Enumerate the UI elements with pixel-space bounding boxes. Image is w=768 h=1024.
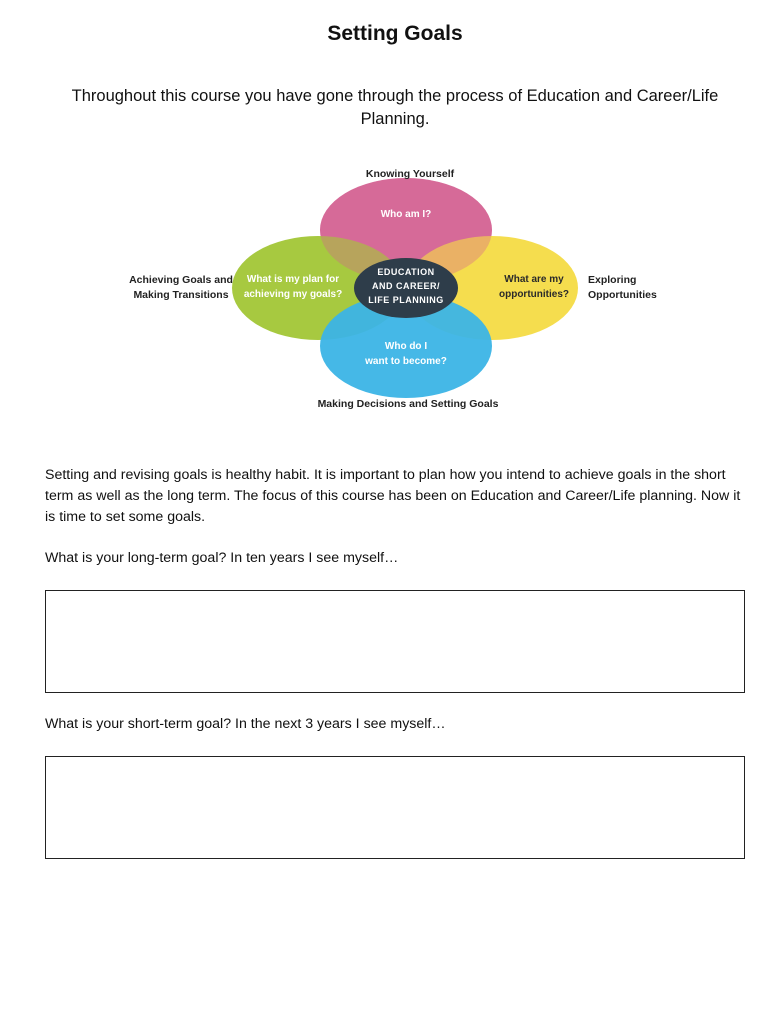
petal-right-text-1: What are my: [504, 274, 564, 285]
short-term-question: What is your short-term goal? In the next 3 years I see myself…: [45, 716, 446, 732]
long-term-question: What is your long-term goal? In ten years I see myself…: [45, 550, 399, 566]
petal-left-text-1: What is my plan for: [246, 274, 340, 285]
petal-right-text-2: opportunities?: [499, 289, 569, 300]
label-exploring-1: Exploring: [588, 274, 637, 286]
page-title: Setting Goals: [327, 22, 463, 45]
intro-text: Throughout this course you have gone through the process of Education and Career/Life Planning.: [71, 87, 719, 128]
body-paragraph: Setting and revising goals is healthy habit. It is important to plan how you intend to achieve goals in the short term as well as the long term. The focus of this course has been on Education and Career/Life planning. Now it is time to set some goals.: [45, 467, 741, 525]
long-term-answer-box[interactable]: [45, 590, 745, 693]
label-achieving-goals-1: Achieving Goals and: [129, 274, 233, 286]
label-exploring-2: Opportunities: [588, 289, 657, 301]
petal-top-text: Who am I?: [380, 209, 432, 220]
short-term-answer-box[interactable]: [45, 756, 745, 859]
petal-bottom-text-2: want to become?: [365, 356, 447, 367]
petal-left-text-2: achieving my goals?: [243, 289, 343, 300]
petal-bottom-text-1: Who do I: [384, 341, 428, 352]
planning-diagram: [120, 158, 680, 420]
label-knowing-yourself: Knowing Yourself: [365, 168, 455, 180]
center-text-2: AND CAREER/: [371, 281, 441, 291]
label-making-decisions: Making Decisions and Setting Goals: [317, 398, 499, 410]
center-text-1: EDUCATION: [377, 267, 435, 277]
center-text-3: LIFE PLANNING: [368, 295, 444, 305]
label-achieving-goals-2: Making Transitions: [133, 289, 229, 301]
